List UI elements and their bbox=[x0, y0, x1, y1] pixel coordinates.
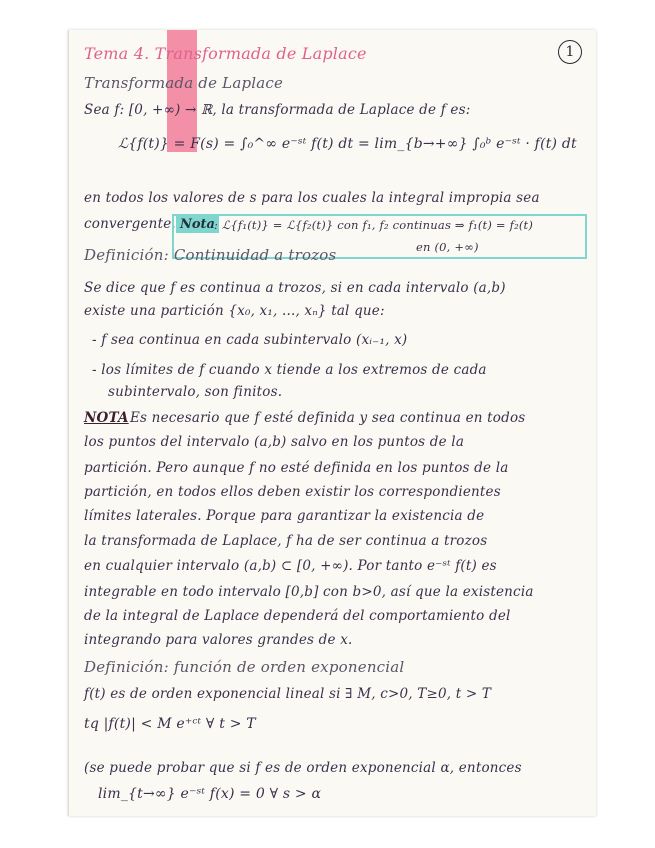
formula-line: tq |f(t)| < M e⁺ᶜᵗ ∀ t > T bbox=[84, 716, 256, 732]
formula-line: lim_{t→∞} e⁻ˢᵗ f(x) = 0 ∀ s > α bbox=[98, 786, 322, 802]
text-line: partición. Pero aunque f no esté definida en los puntos de la bbox=[84, 460, 509, 476]
text-line: Sea f: [0, +∞) → ℝ, la transformada de Laplace de f es: bbox=[84, 102, 471, 118]
text-line: f(t) es de orden exponencial lineal si ∃ M, c>0, T≥0, t > T bbox=[84, 686, 492, 702]
text-line: la transformada de Laplace, f ha de ser continua a trozos bbox=[84, 533, 488, 549]
text-line: integrable en todo intervalo [0,b] con b>0, así que la existencia bbox=[84, 584, 534, 600]
list-item: - f sea continua en cada subintervalo (xᵢ₋₁, x) bbox=[92, 332, 408, 348]
nota-heading: NOTA bbox=[84, 410, 129, 426]
definition-heading: Definición: Continuidad a trozos bbox=[84, 246, 337, 264]
nota-text: en (0, +∞) bbox=[416, 240, 479, 254]
text-line: límites laterales. Porque para garantizar la existencia de bbox=[84, 508, 485, 524]
text-line: convergente. bbox=[84, 216, 176, 232]
text-line: de la integral de Laplace dependerá del comportamiento del bbox=[84, 608, 511, 624]
list-item: - los límites de f cuando x tiende a los extremos de cada bbox=[92, 362, 487, 378]
definition-heading: Definición: función de orden exponencial bbox=[84, 658, 405, 676]
nota-label: Nota bbox=[176, 216, 219, 233]
text-line: (se puede probar que si f es de orden exponencial α, entonces bbox=[84, 760, 522, 776]
text-line: Se dice que f es continua a trozos, si en cada intervalo (a,b) bbox=[84, 280, 506, 296]
text-line: en cualquier intervalo (a,b) ⊂ [0, +∞). Por tanto e⁻ˢᵗ f(t) es bbox=[84, 558, 497, 574]
list-item: subintervalo, son finitos. bbox=[108, 384, 283, 400]
text-line: en todos los valores de s para los cuales la integral impropia sea bbox=[84, 190, 540, 206]
section-title: Transformada de Laplace bbox=[84, 74, 284, 92]
page-title: Tema 4. Transformada de Laplace bbox=[84, 44, 367, 63]
text-line: integrando para valores grandes de x. bbox=[84, 632, 353, 648]
nota-text: : ℒ{f₁(t)} = ℒ{f₂(t)} con f₁, f₂ continuas ⇒ f₁(t) = f₂(t) bbox=[214, 218, 534, 232]
formula-line: ℒ{f(t)} = F(s) = ∫₀^∞ e⁻ˢᵗ f(t) dt = lim_{b→+∞} ∫₀ᵇ e⁻ˢᵗ · f(t) dt bbox=[118, 136, 577, 152]
page-number: 1 bbox=[558, 40, 582, 64]
text-line: Es necesario que f esté definida y sea continua en todos bbox=[130, 410, 526, 426]
text-line: partición, en todos ellos deben existir los correspondientes bbox=[84, 484, 501, 500]
text-line: los puntos del intervalo (a,b) salvo en los puntos de la bbox=[84, 434, 465, 450]
notebook-page bbox=[68, 30, 596, 816]
text-line: existe una partición {x₀, x₁, ..., xₙ} tal que: bbox=[84, 303, 385, 319]
